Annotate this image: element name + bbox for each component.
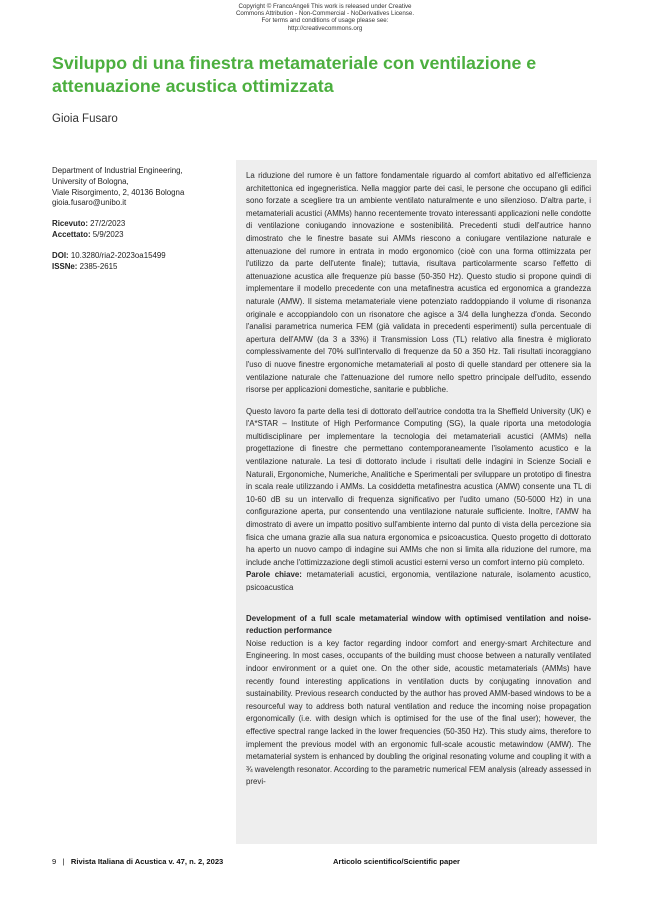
- copyright-line: For terms and conditions of usage please see:: [261, 17, 389, 25]
- copyright-link[interactable]: http://creativecommons.org: [287, 24, 363, 32]
- received-value: 27/2/2023: [90, 219, 126, 229]
- accepted-date: [52, 230, 222, 241]
- affiliation-line: University of Bologna,: [52, 176, 129, 186]
- abstract-it-paragraph-1: La riduzione del rumore è un fattore fondamentale riguardo al comfort abitativo ed all'efficienza architettonica ed ingegneristica. Nella maggior parte dei casi, le persone che occupano gli edifici sono forzate a scegliere tra un ambiente ventilato naturalmente e uno silenzioso. D'altra parte, i metamateriali acustici (AMMs) hanno recentemente trovato interessanti applicazioni nelle condotte di ventilazione coniugando innovazione e sostenibilità. Precedenti studi dell'autrice hanno dimostrato che le finestre basate sui AMMs riescono a coniugare ventilazione naturale e attenuazione del rumore in entrata in modo ergonomico (cioè con una forma ottimizzata per l'utilizzo da parte dell'utente finale); tuttavia, risultava particolarmente scarso l'effetto di attenuazione acustica alle frequenze più basse (50-350 Hz). Questo studio si propone quindi di implementare il modello precedente con una metafinestra acustica ed ergonomica a grandezza naturale (AMW). Il sistema metamateriale viene potenziato raddoppiando il volume di risonanza originale e accoppiandolo con un risonatore che agisce a 3/4 della lunghezza d'onda. Secondo l'analisi parametrica numerica FEM (già validata in precedenti esperimenti) sulla percentuale di apertura dell'AMW (da 3 a 33%) il Transmission Loss (TL) relativo alla finestra è migliorato complessivamente del 70% sull'intervallo di frequenze da 50 a 350 Hz. Tali risultati incoraggiano l'uso di nuove finestre ergonomiche metamateriali al posto di quelle standard per ottenere sia la ventilazione naturale che l'attenuazione del rumore nello spettro principale dell'udito, essendo risorse per applicazioni domestiche, sanitarie e pubbliche.: [246, 171, 591, 395]
- issn-label: ISSNe:: [52, 261, 78, 271]
- author-name: Gioia Fusaro: [52, 113, 118, 125]
- doi-value[interactable]: 10.3280/ria2-2023oa15499: [70, 250, 166, 260]
- footer-journal: [52, 857, 223, 866]
- abstract-it-paragraph-2: Questo lavoro fa parte della tesi di dottorato dell'autrice condotta tra la Sheffield University (UK) e l'A*STAR – Institute of High Performance Computing (SG), la quale riporta una metodologia multidisciplinare per implementare la tecnologia dei metamateriali acustici (AMMs) nella progettazione di finestre che permettano contemporaneamente l'isolamento acustico e la ventilazione naturale. La tesi di dottorato include i risultati delle indagini in Scienze Sociali e Naturali, Ergonomiche, Numeriche, Analitiche e Sperimentali per sviluppare un prototipo di finestra in scala reale utilizzando i AMMs. La cosiddetta metafinestra acustica (AMW) consente una TL di 10-60 dB su un intervallo di frequenza significativo per l'udito umano (50-5000 Hz) in una configurazione aperta, pur consentendo una ventilazione naturale sufficiente. Inoltre, l'AMW ha dimostrato di avere un impatto positivo sull'ambiente interno dal punto di vista della percezione sia fisica che umana grazie alla sua natura ergonomica e psicoacustica. Questo progetto di dottorato ha aperto un nuovo campo di indagine sui AMMs che non si limita alla riduzione del rumore, ma include anche l'ottimizzazione degli stimoli acustici esterni verso un comfort interno più completo.: [246, 406, 591, 567]
- article-metadata: [52, 166, 222, 272]
- abstract-en-paragraph-1: Noise reduction is a key factor regarding indoor comfort and energy-smart Architecture and Engineering. In most cases, occupants of the building must choose between a naturally ventilated indoor environment or a quiet one. On the other side, acoustic metamaterials (AMMs) have recently found interesting applications in ventilation ducts by conjugating innovation and sustainability. Previous research conducted by the author has proved AMM-based windows to be a resourceful way to address both natural ventilation and reduce the incoming noise propagation ergonomically (i.e. with design which is optimised for the use of the final user); however, the effective spectral range lacked in the lower frequencies (50-350 Hz). This study aims, therefore to implement the previous model with an ergonomic full-scale acoustic metawindow (AMW). The metamaterial system is enhanced by doubling the original resonating volume and coupling it with a ¾ wavelength resonator. According to the parametric numerical FEM analysis (already assessed in previ-: [246, 638, 591, 787]
- footer-article-type: Articolo scientifico/Scientific paper: [333, 857, 461, 866]
- journal-name: Rivista Italiana di Acustica v. 47, n. 2, 2023: [70, 857, 224, 866]
- doi: [52, 251, 222, 262]
- doi-label: DOI:: [52, 250, 69, 260]
- article-title: Sviluppo di una finestra metamateriale con ventilazione e attenuazione acustica ottimizzata: [52, 53, 537, 96]
- received-label: Ricevuto:: [52, 219, 88, 229]
- copyright-notice: [0, 3, 650, 32]
- accepted-label: Accettato:: [52, 229, 91, 239]
- accepted-value: 5/9/2023: [92, 229, 124, 239]
- received-date: [52, 219, 222, 230]
- author-email[interactable]: gioia.fusaro@unibo.it: [52, 198, 127, 208]
- keywords-value: metamateriali acustici, ergonomia, ventilazione naturale, isolamento acustico, psicoacustica: [246, 570, 592, 592]
- keywords-label: Parole chiave:: [246, 570, 302, 580]
- abstract-section: [246, 170, 591, 789]
- affiliation-line: Department of Industrial Engineering,: [52, 166, 183, 175]
- affiliation-line: Viale Risorgimento, 2, 40136 Bologna: [52, 187, 185, 197]
- page-number: 9: [52, 857, 57, 866]
- copyright-line: Copyright © FrancoAngeli This work is released under Creative: [238, 3, 412, 10]
- english-title: Development of a full scale metamaterial window with optimised ventilation and noise-reduction performance: [246, 613, 591, 636]
- issn-value: 2385-2615: [79, 261, 118, 271]
- footer-separator: |: [62, 857, 65, 866]
- keywords: [246, 569, 591, 594]
- copyright-line: Commons Attribution - Non-Commercial - NoDerivatives License.: [235, 10, 415, 18]
- issn: [52, 262, 222, 273]
